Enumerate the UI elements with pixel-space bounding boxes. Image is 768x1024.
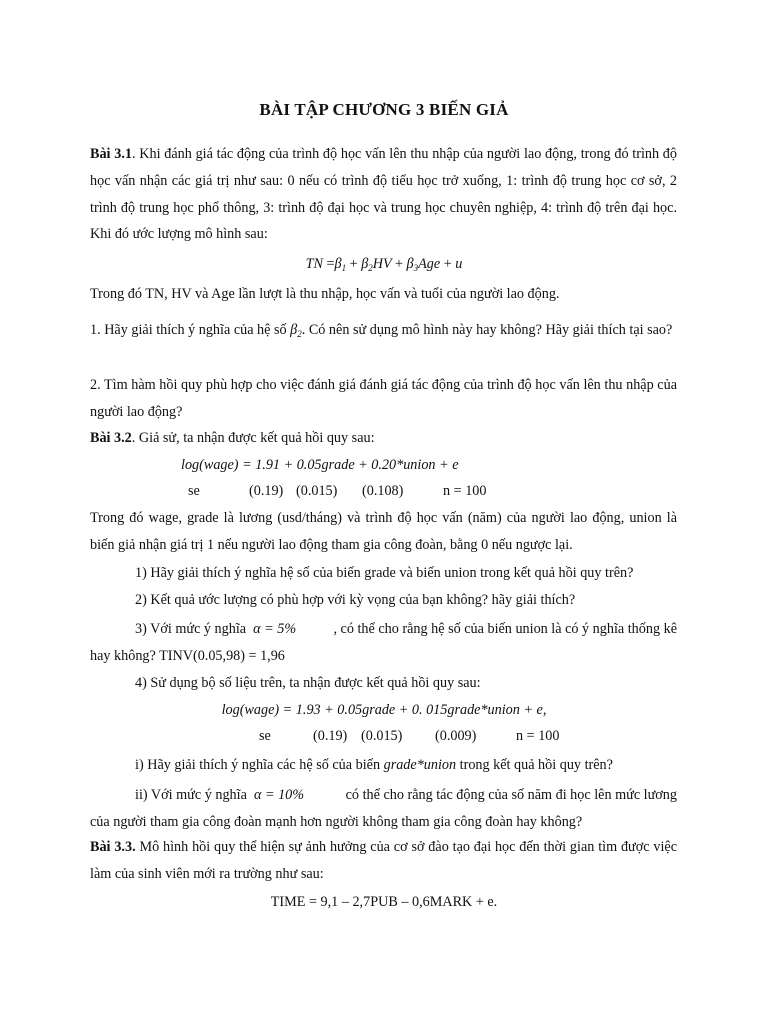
model-beta2: β [361,256,369,272]
bai33-equation: TIME = 9,1 – 2,7PUB – 0,6MARK + e. [270,894,498,910]
model-u: u [455,256,463,272]
model-hv: HV [372,256,392,272]
model-tn: TN [305,256,323,272]
qi-pre: i) Hãy giải thích ý nghĩa các hệ số của biến [135,757,381,773]
bai32-where: Trong đó wage, grade là lương (usd/tháng) và trình độ học vấn (năm) của người lao động, union là biến giả nhận giá trị 1 nếu người lao động tham gia công đoàn, bằng 0 nếu ngược lại. [90,510,677,553]
alpha-10-symbol: α = 10% [253,787,305,803]
model-beta3-sub: 3 [413,263,419,273]
qi-post: trong kết quả hồi quy trên? [459,757,613,773]
model-age: Age [418,256,441,272]
bai32-question-ii-cont: của người tham gia công đoàn mạnh hơn người không tham gia công đoàn hay không? [90,814,583,830]
se1-n: n = 100 [443,483,487,499]
bai32-question-i [135,755,613,775]
bai32-question-3-cont: hay không? TINV(0.05,98) = 1,96 [90,648,285,664]
se2-v2: (0.015) [361,728,403,744]
model-beta1-sub: 1 [341,263,347,273]
bai32-question-3 [135,619,677,639]
se1-v1: (0.19) [249,483,284,499]
bai33-paragraph [90,834,677,888]
bai32-equation-2: log(wage) = 1.93 + 0.05grade + 0. 015grade*union + e, [221,702,547,718]
q3-pre: 3) Với mức ý nghĩa [135,621,247,637]
bai31-where: Trong đó TN, HV và Age lần lượt là thu nhập, học vấn và tuổi của người lao động. [90,286,560,302]
bai32-question-2: 2) Kết quả ước lượng có phù hợp với kỳ vọng của bạn không? hãy giải thích? [135,592,576,608]
model-beta1: β [334,256,342,272]
bai31-question-1 [90,317,677,348]
qii-pre: ii) Với mức ý nghĩa [135,787,247,803]
model-beta2-sub: 2 [368,263,373,273]
qii-text-group [135,785,304,805]
bai32-question-1: 1) Hãy giải thích ý nghĩa hệ số của biến grade và biến union trong kết quả hồi quy trên? [135,565,634,581]
bai32-label: Bài 3.2 [90,430,132,446]
bai32-equation-1: log(wage) = 1.91 + 0.05grade + 0.20*union + e [181,457,459,473]
se2-v1: (0.19) [313,728,348,744]
q1-pre: 1. Hãy giải thích ý nghĩa của hệ số [90,322,287,338]
beta2-letter: β [290,322,298,338]
bai32-intro: . Giả sử, ta nhận được kết quả hồi quy sau: [131,430,375,446]
bai31-question-2: 2. Tìm hàm hồi quy phù hợp cho việc đánh giá đánh giá tác động của trình độ học vấn lên thu nhập của người lao động? [90,377,677,420]
bai31-intro: . Khi đánh giá tác động của trình độ học vấn lên thu nhập của người lao động, trong đó trình độ học vấn nhận các giá trị như sau: 0 nếu có trình độ tiểu học trở xuống, 1: trình độ trung học cơ sở, 2 trình độ trung học phổ thông, 3: trình độ đại học và trung học chuyên nghiệp, 4: trình độ trên đại học. Khi đó ước lượng mô hình sau: [90,146,677,243]
bai31-model-equation [0,254,768,278]
qii-post: có thể cho rằng tác động của số năm đi học lên mức lương [345,787,677,803]
model-beta3: β [406,256,414,272]
q1-post: . Có nên sử dụng mô hình này hay không? Hãy giải thích tại sao? [301,322,673,338]
page-title: BÀI TẬP CHƯƠNG 3 BIẾN GIẢ [259,100,509,119]
q3-text-group [135,619,296,639]
bai32-question-ii [135,785,677,805]
bai33-intro: Mô hình hồi quy thể hiện sự ảnh hưởng của cơ sở đào tạo đại học đến thời gian tìm được việc làm của sinh viên mới ra trường như sau: [90,839,678,882]
bai31-label: Bài 3.1 [90,146,132,162]
se2-label: se [259,728,271,744]
alpha-5-symbol: α = 5% [253,621,297,637]
model-eq: = [326,256,335,272]
se1-v3: (0.108) [362,483,404,499]
se1-v2: (0.015) [296,483,338,499]
se2-n: n = 100 [516,728,560,744]
qi-var: grade*union [383,757,457,773]
model-plus3: + [443,256,452,272]
se2-v3: (0.009) [435,728,477,744]
beta2-symbol [290,322,302,338]
q3-post: , có thể cho rằng hệ số của biến union là có ý nghĩa thống kê [333,621,677,637]
bai31-paragraph [90,141,677,248]
bai32-intro-line [90,425,677,452]
bai33-label: Bài 3.3. [90,839,136,855]
beta2-sub: 2 [297,329,302,339]
bai32-question-4: 4) Sử dụng bộ số liệu trên, ta nhận được kết quả hồi quy sau: [135,675,481,691]
se1-label: se [188,483,200,499]
model-plus1: + [349,256,358,272]
model-plus2: + [394,256,403,272]
